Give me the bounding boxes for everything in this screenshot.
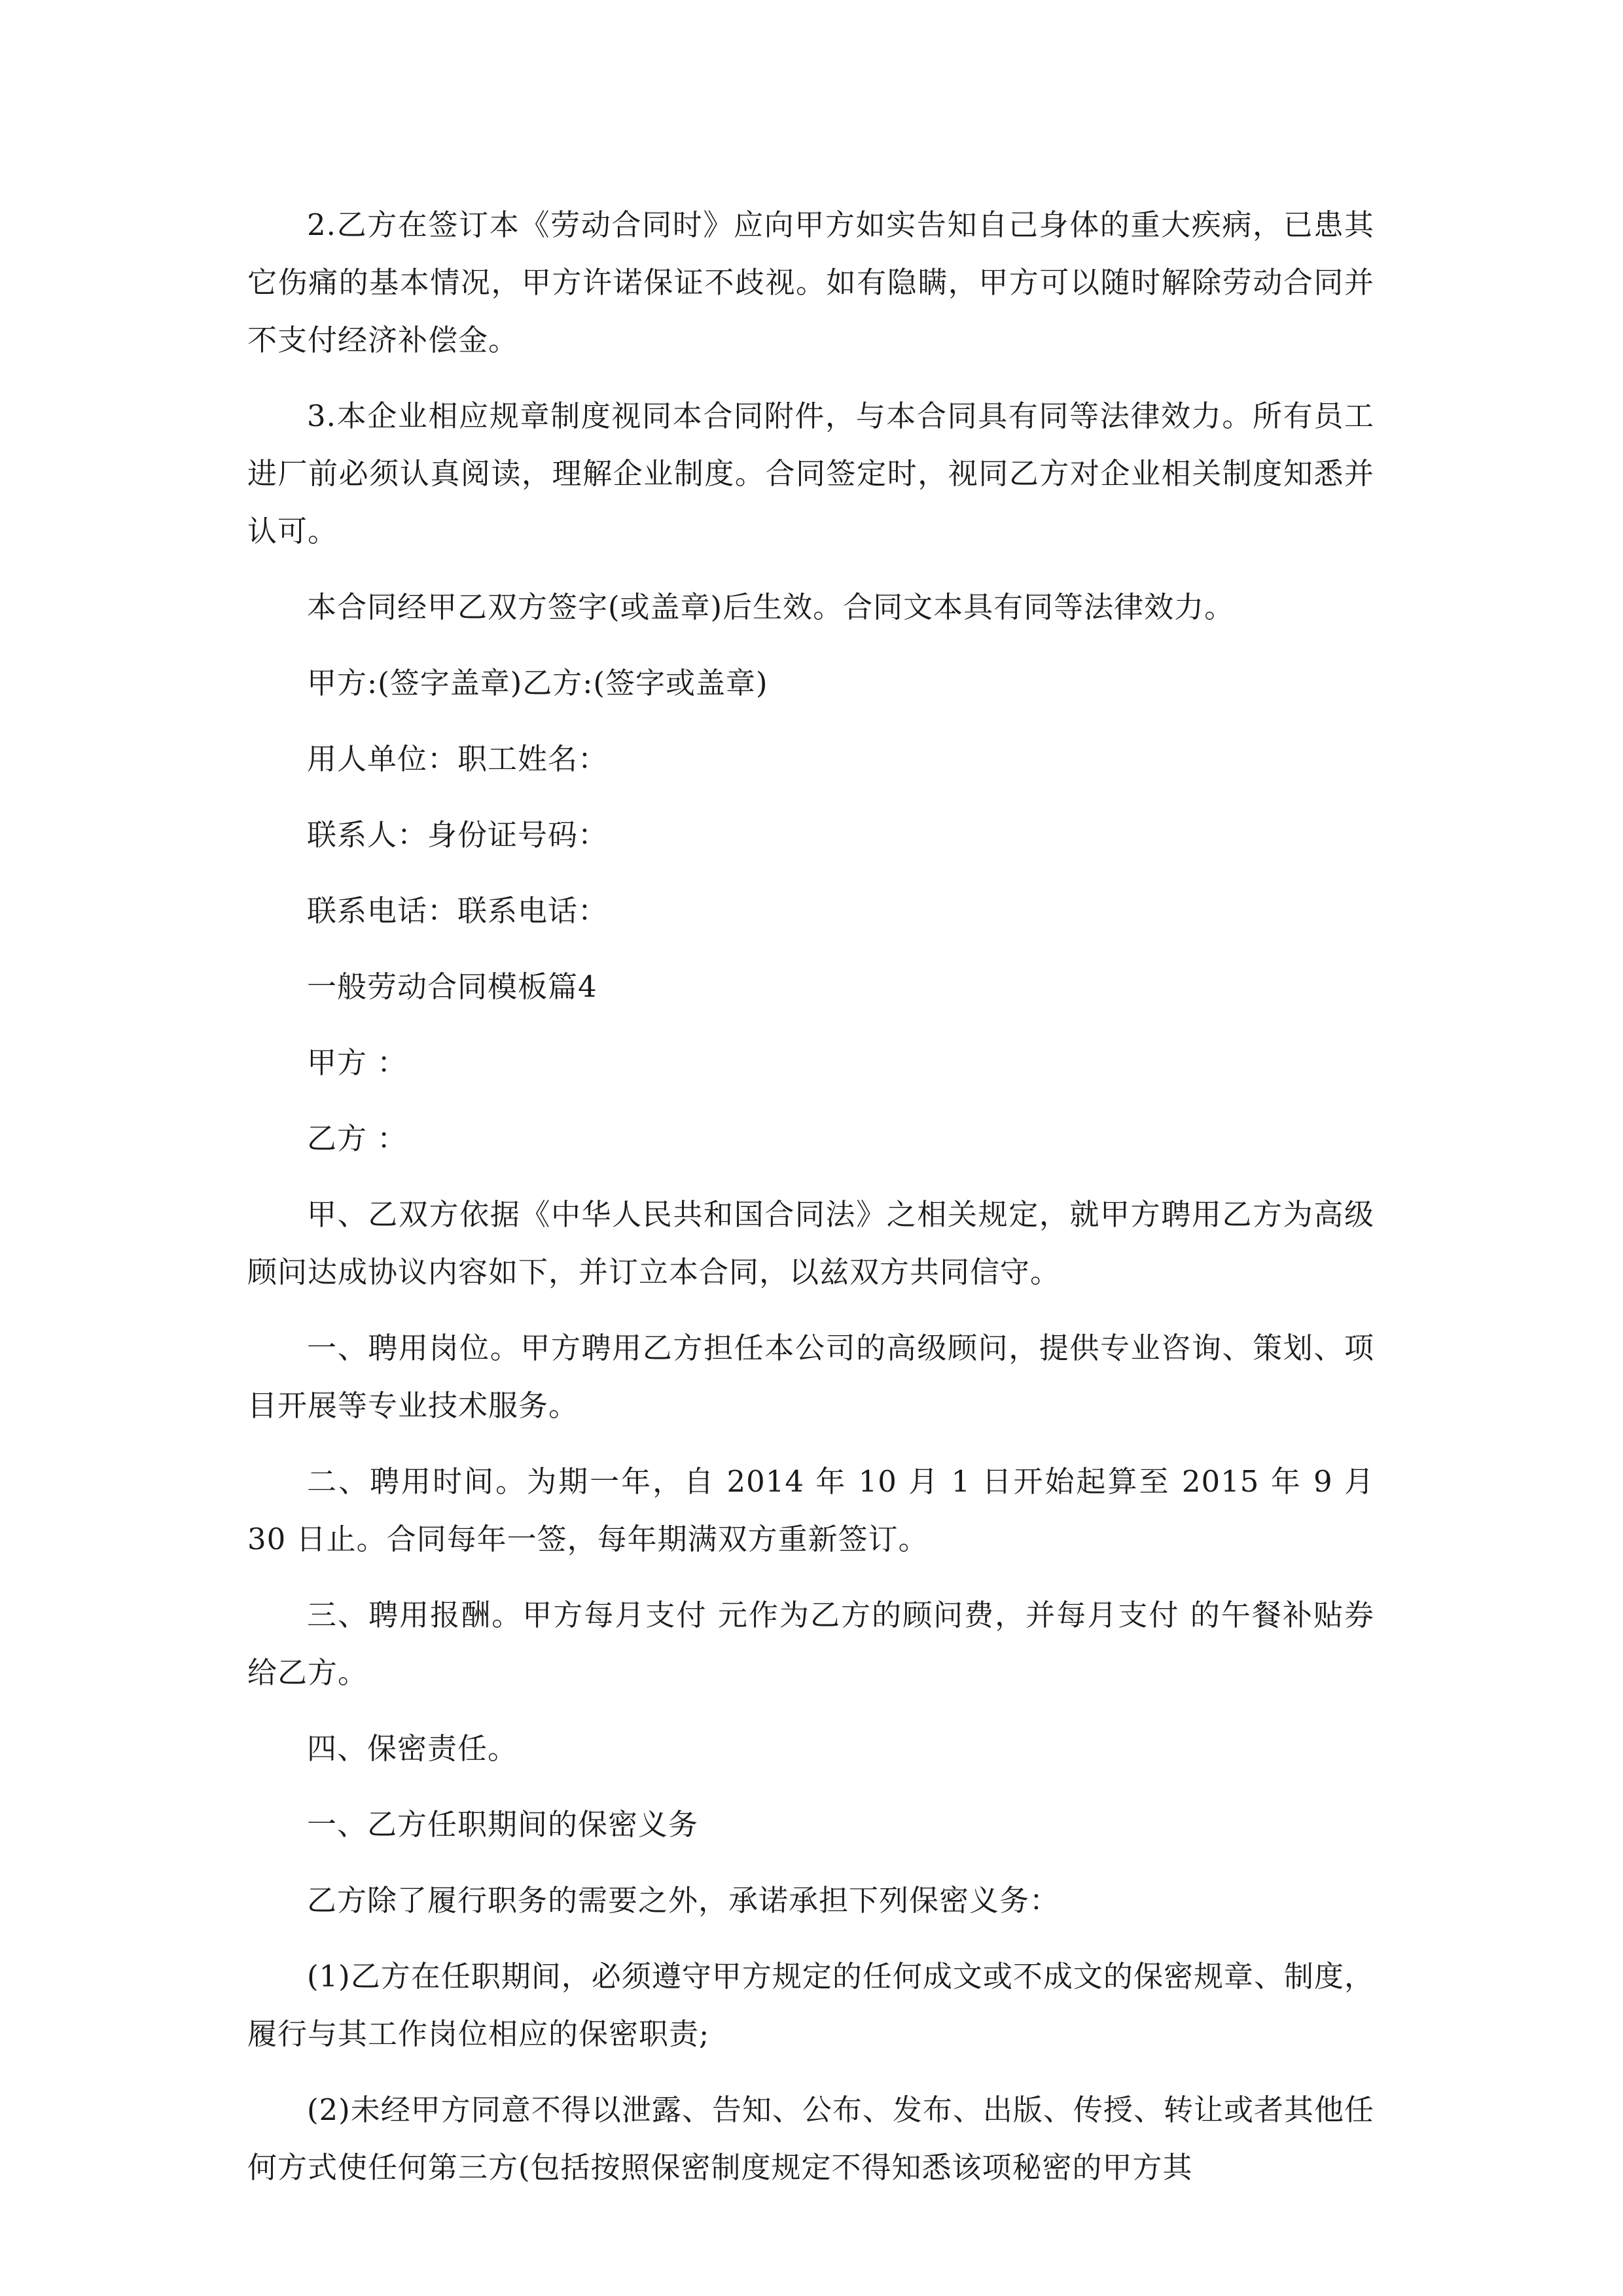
paragraph-compensation: 三、聘用报酬。甲方每月支付 元作为乙方的顾问费，并每月支付 的午餐补贴券给乙方。 bbox=[247, 1598, 1374, 1690]
paragraph-confidentiality-item-1: (1)乙方在任职期间，必须遵守甲方规定的任何成文或不成文的保密规章、制度，履行与其工作岗位相应的保密职责; bbox=[247, 1959, 1374, 2051]
paragraph-confidentiality-heading: 四、保密责任。 bbox=[307, 1731, 518, 1766]
paragraph-effective-clause: 本合同经甲乙双方签字(或盖章)后生效。合同文本具有同等法律效力。 bbox=[307, 590, 1235, 624]
paragraph-item-3-regulations: 3.本企业相应规章制度视同本合同附件，与本合同具有同等法律效力。所有员工进厂前必须认真阅读，理解企业制度。合同签定时，视同乙方对企业相关制度知悉并认可。 bbox=[247, 399, 1374, 548]
signature-line-parties: 甲方:(签字盖章)乙方:(签字或盖章) bbox=[307, 666, 768, 700]
paragraph-item-2-disclosure: 2.乙方在签订本《劳动合同时》应向甲方如实告知自己身体的重大疾病，已患其它伤痛的基本情况，甲方许诺保证不歧视。如有隐瞒，甲方可以随时解除劳动合同并不支付经济补偿金。 bbox=[247, 207, 1374, 357]
paragraph-position: 一、聘用岗位。甲方聘用乙方担任本公司的高级顾问，提供专业咨询、策划、项目开展等专业技术服务。 bbox=[247, 1331, 1374, 1423]
party-a-line: 甲方 ： bbox=[307, 1045, 408, 1080]
paragraph-confidentiality-intro: 乙方除了履行职务的需要之外，承诺承担下列保密义务： bbox=[307, 1883, 1060, 1918]
paragraph-term: 二、聘用时间。为期一年，自 2014 年 10 月 1 日开始起算至 2015 年 9 月 30 日止。合同每年一签，每年期满双方重新签订。 bbox=[247, 1464, 1374, 1556]
party-b-line: 乙方 ： bbox=[307, 1121, 408, 1156]
signature-line-phones: 联系电话：联系电话： bbox=[307, 893, 609, 928]
signature-line-contact-id: 联系人：身份证号码： bbox=[307, 817, 609, 852]
paragraph-confidentiality-subheading: 一、乙方任职期间的保密义务 bbox=[307, 1807, 699, 1842]
document-body bbox=[247, 196, 1374, 2215]
paragraph-confidentiality-item-2: (2)未经甲方同意不得以泄露、告知、公布、发布、出版、传授、转让或者其他任何方式使任何第三方(包括按照保密制度规定不得知悉该项秘密的甲方其 bbox=[247, 2092, 1374, 2185]
section-heading: 一般劳动合同模板篇4 bbox=[307, 969, 597, 1004]
paragraph-preamble: 甲、乙双方依据《中华人民共和国合同法》之相关规定，就甲方聘用乙方为高级顾问达成协议内容如下，并订立本合同，以兹双方共同信守。 bbox=[247, 1197, 1374, 1289]
signature-line-employer-employee: 用人单位：职工姓名： bbox=[307, 742, 609, 776]
